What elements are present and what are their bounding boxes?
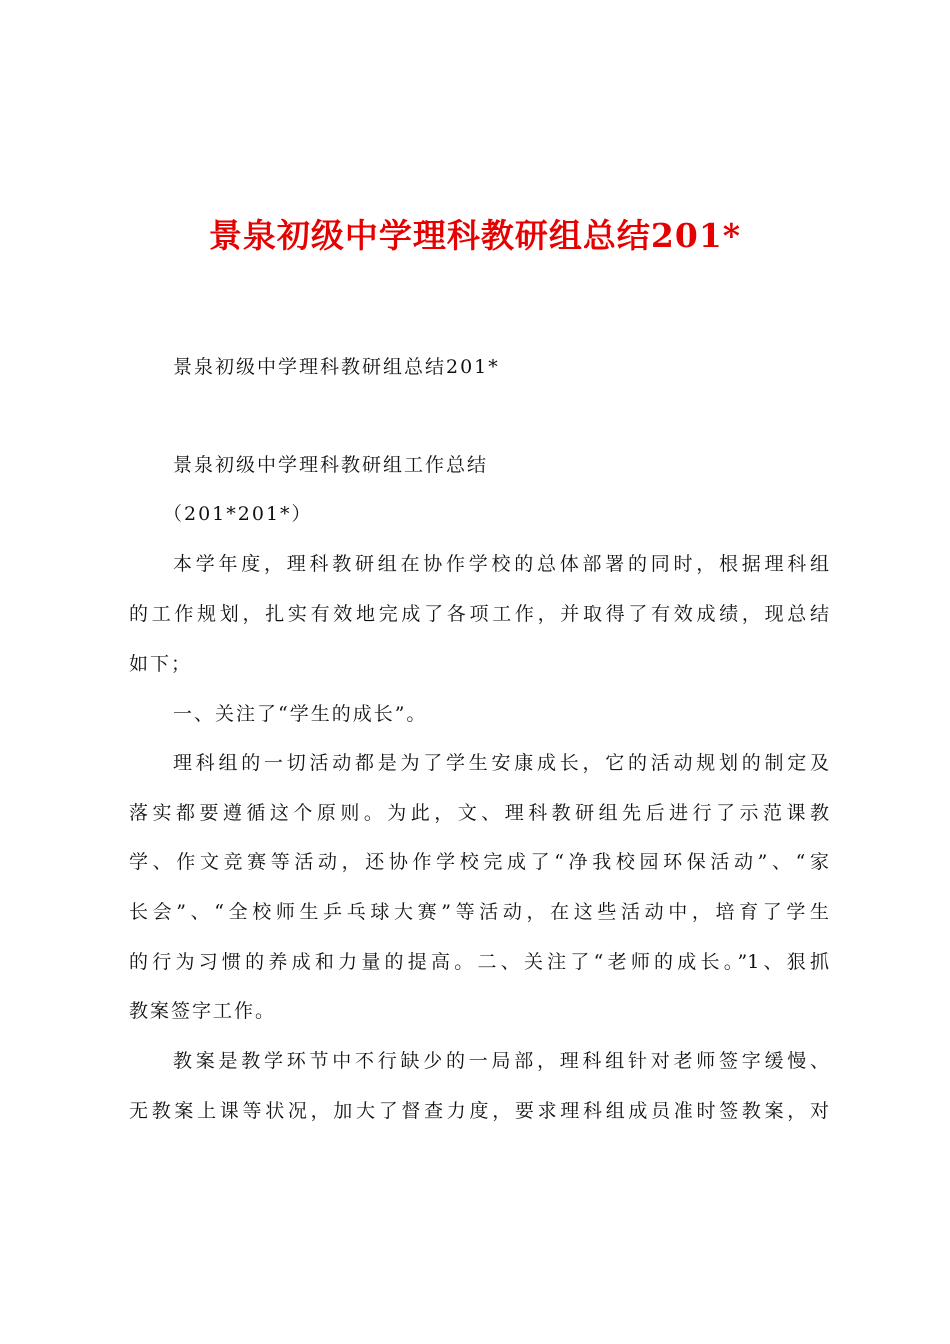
paragraph-line: 无教案上课等状况，加大了督查力度，要求理科组成员准时签教案，对: [129, 1100, 829, 1122]
paragraph-line: 教案是教学环节中不行缺少的一局部，理科组针对老师签字缓慢、: [173, 1050, 829, 1072]
paragraph-line: 长会”、“全校师生乒乓球大赛”等活动，在这些活动中，培育了学生: [129, 901, 829, 923]
paragraph-line: 如下；: [129, 653, 193, 675]
paragraph-line: 学、作文竞赛等活动，还协作学校完成了“净我校园环保活动”、“家: [129, 851, 829, 873]
paragraph-line: 的工作规划，扎实有效地完成了各项工作，并取得了有效成绩，现总结: [129, 603, 829, 625]
paragraph-line: 的行为习惯的养成和力量的提高。二、关注了“老师的成长。”1、狠抓: [129, 951, 829, 973]
paragraph-line: 教案签字工作。: [129, 1000, 277, 1022]
paragraph-line: 理科组的一切活动都是为了学生安康成长，它的活动规划的制定及: [173, 752, 829, 774]
heading-line: 景泉初级中学理科教研组工作总结: [173, 454, 489, 476]
paragraph-line: 落实都要遵循这个原则。为此，文、理科教研组先后进行了示范课教: [129, 802, 829, 824]
year-range-line: （201*201*）: [163, 503, 313, 525]
subtitle-line: 景泉初级中学理科教研组总结201*: [173, 356, 500, 378]
paragraph-line: 本学年度，理科教研组在协作学校的总体部署的同时，根据理科组: [173, 553, 829, 575]
section-heading-line: 一、关注了“学生的成长”。: [173, 703, 428, 725]
document-title: 景泉初级中学理科教研组总结201*: [208, 216, 742, 255]
